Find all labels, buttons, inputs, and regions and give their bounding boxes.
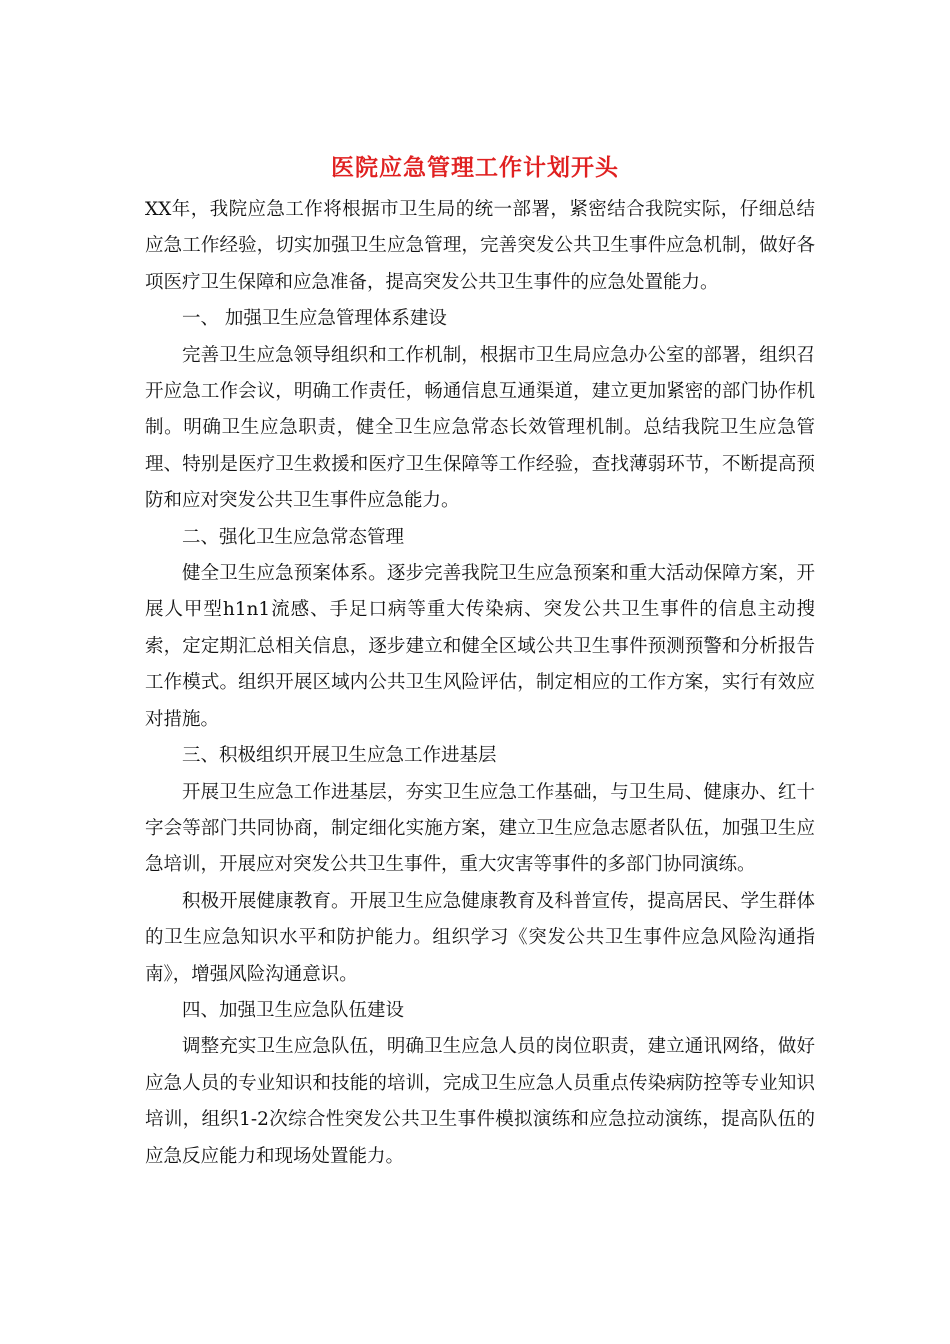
document-body: [145, 192, 815, 1175]
intro-paragraph: XX年，我院应急工作将根据市卫生局的统一部署，紧密结合我院实际，仔细总结应急工作经验，切实加强卫生应急管理，完善突发公共卫生事件应急机制，做好各项医疗卫生保障和应急准备，提高突发公共卫生事件的应急处置能力。: [145, 199, 815, 293]
section-4-paragraph: 调整充实卫生应急队伍，明确卫生应急人员的岗位职责，建立通讯网络，做好应急人员的专业知识和技能的培训，完成卫生应急人员重点传染病防控等专业知识培训，组织1-2次综合性突发公共卫生事件模拟演练和应急拉动演练，提高队伍的应急反应能力和现场处置能力。: [145, 1036, 815, 1167]
section-2-paragraph: 健全卫生应急预案体系。逐步完善我院卫生应急预案和重大活动保障方案，开展人甲型h1n1流感、手足口病等重大传染病、突发公共卫生事件的信息主动搜索，定定期汇总相关信息，逐步建立和健全区域公共卫生事件预测预警和分析报告工作模式。组织开展区域内公共卫生风险评估，制定相应的工作方案，实行有效应对措施。: [145, 563, 815, 730]
section-3-paragraph-2: 积极开展健康教育。开展卫生应急健康教育及科普宣传，提高居民、学生群体的卫生应急知识水平和防护能力。组织学习《突发公共卫生事件应急风险沟通指南》，增强风险沟通意识。: [145, 890, 815, 985]
section-heading-4: 四、加强卫生应急队伍建设: [182, 999, 405, 1021]
section-heading-2: 二、强化卫生应急常态管理: [182, 526, 405, 548]
section-1-paragraph: 完善卫生应急领导组织和工作机制，根据市卫生局应急办公室的部署，组织召开应急工作会议，明确工作责任，畅通信息互通渠道，建立更加紧密的部门协作机制。明确卫生应急职责，健全卫生应急常态长效管理机制。总结我院卫生应急管理、特别是医疗卫生救援和医疗卫生保障等工作经验，查找薄弱环节，不断提高预防和应对突发公共卫生事件应急能力。: [145, 344, 815, 512]
section-heading-1: 一、 加强卫生应急管理体系建设: [182, 308, 447, 330]
section-3-paragraph-1: 开展卫生应急工作进基层，夯实卫生应急工作基础，与卫生局、健康办、红十字会等部门共同协商，制定细化实施方案，建立卫生应急志愿者队伍，加强卫生应急培训，开展应对突发公共卫生事件，重大灾害等事件的多部门协同演练。: [145, 781, 815, 876]
section-heading-3: 三、积极组织开展卫生应急工作进基层: [182, 745, 497, 767]
document-title: 医院应急管理工作计划开头: [331, 154, 619, 181]
